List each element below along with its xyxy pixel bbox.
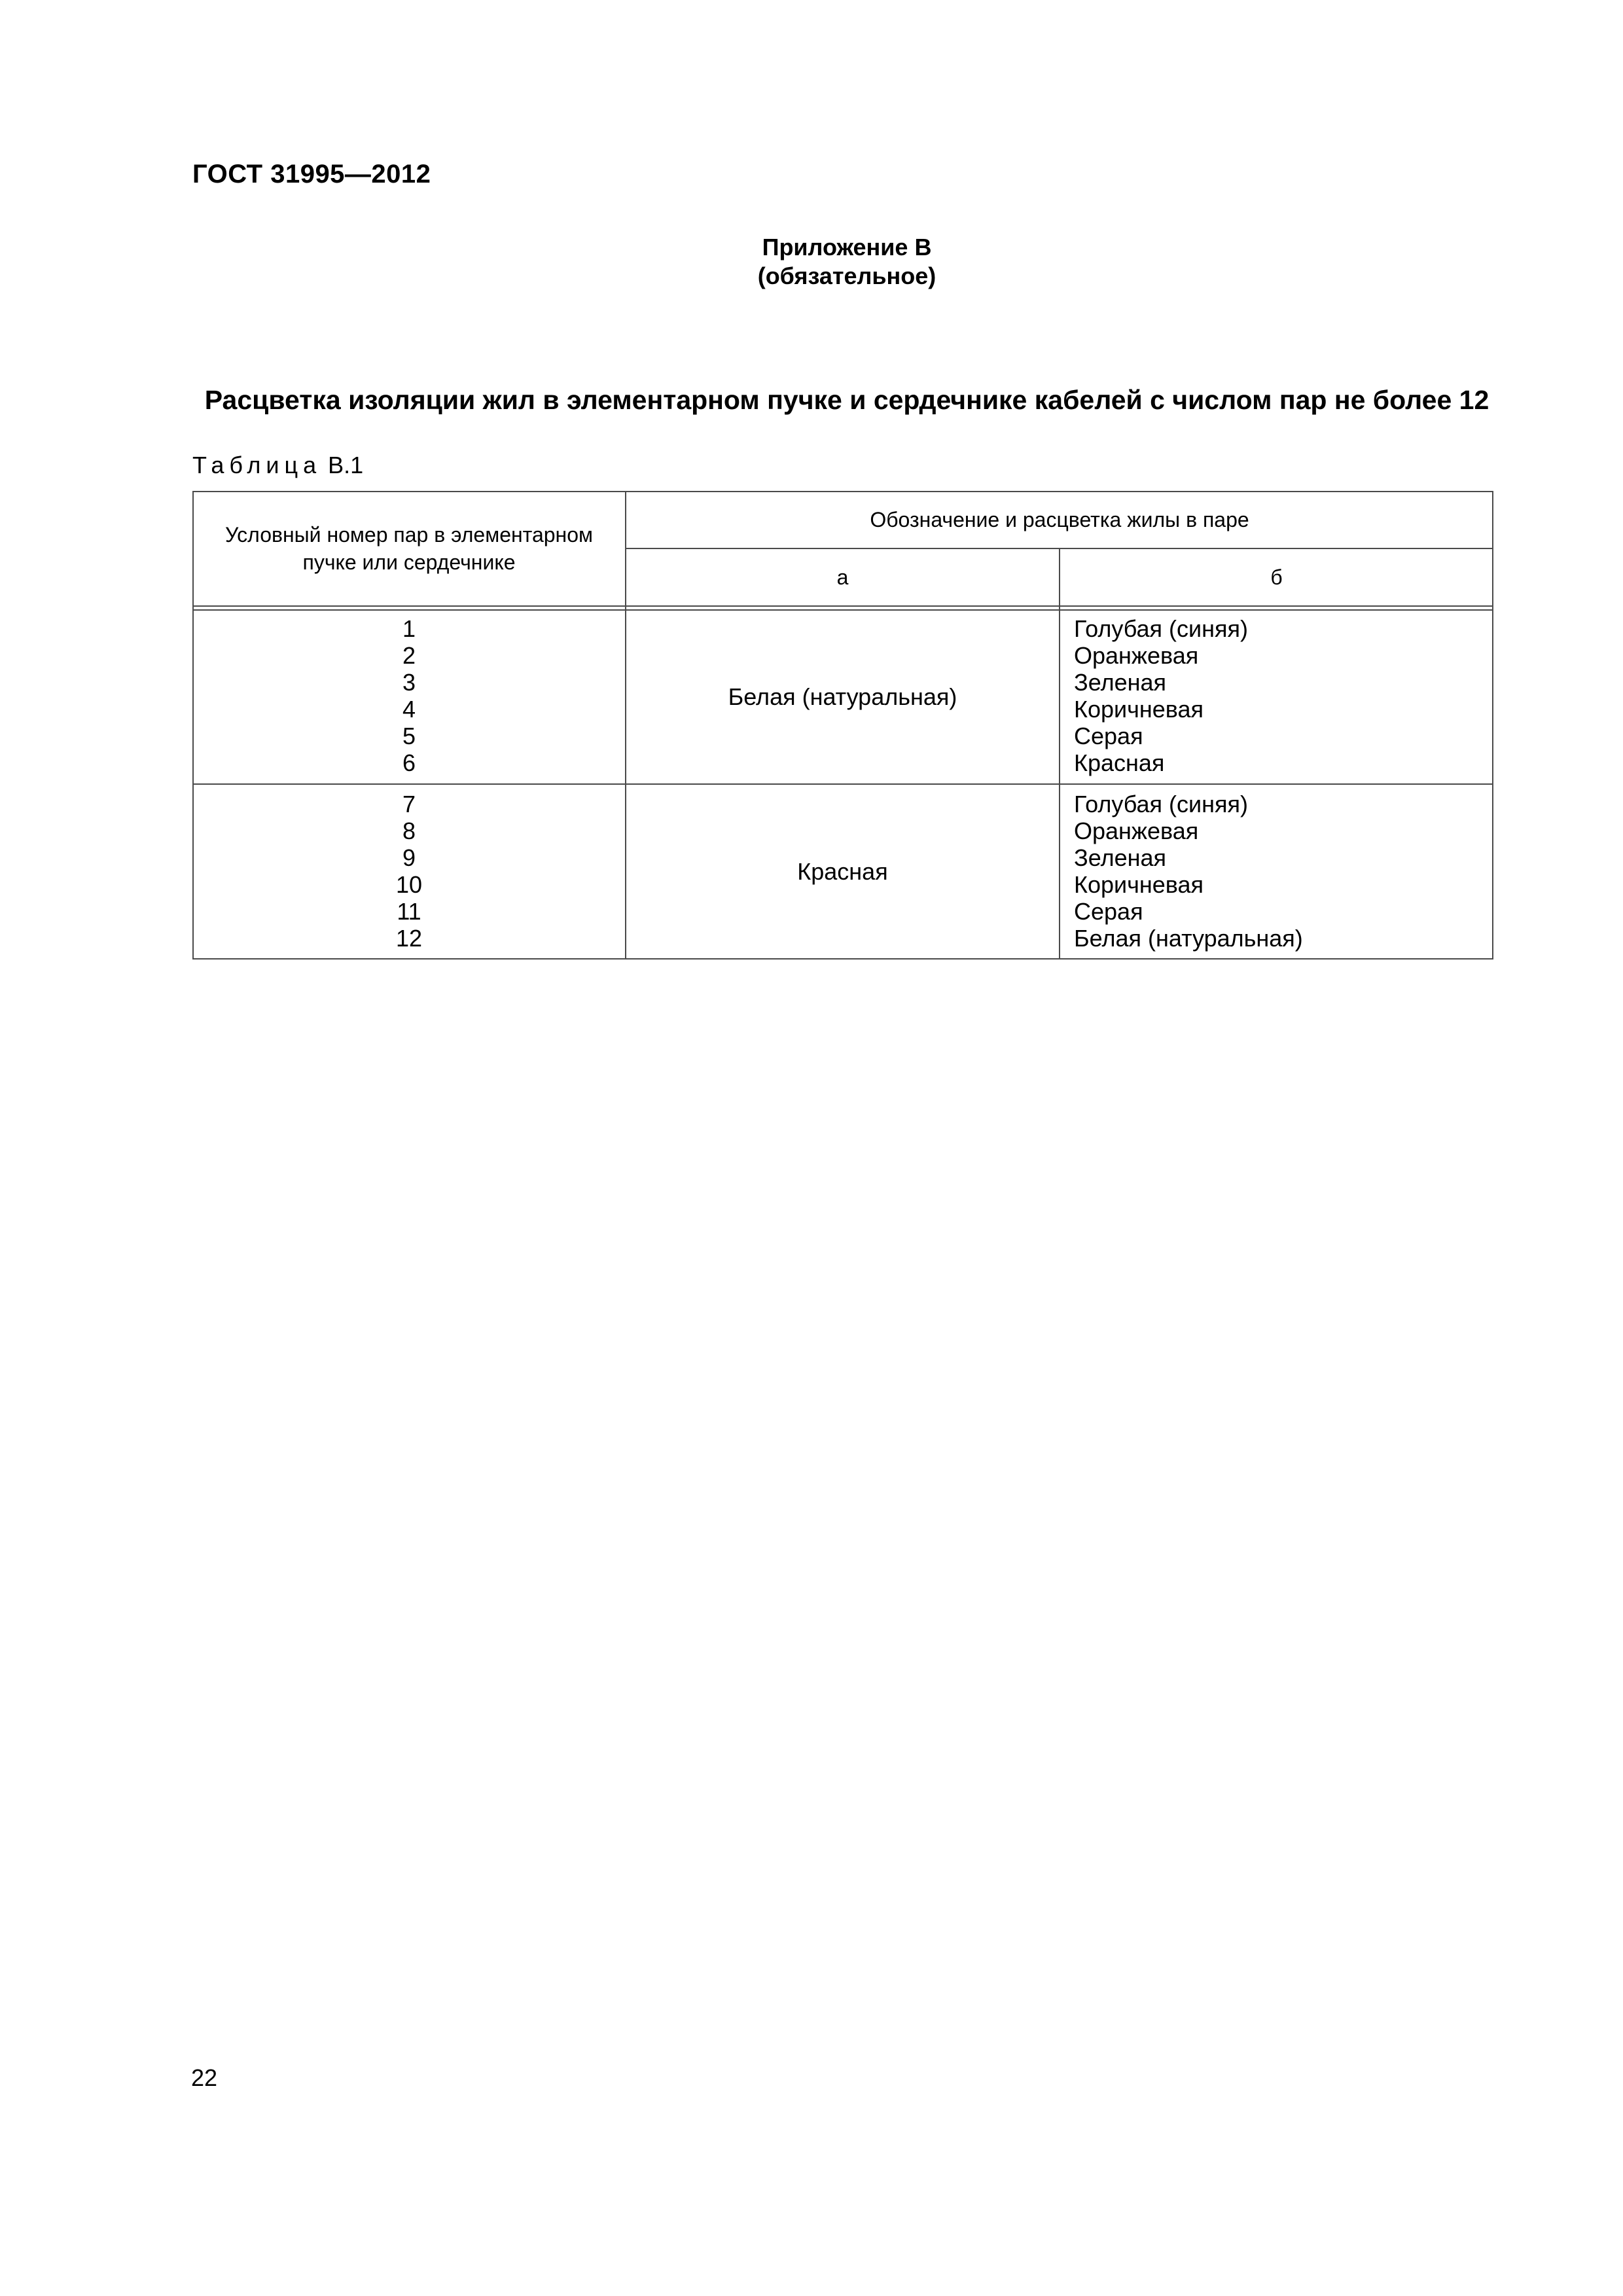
pair-number: 4 xyxy=(402,696,416,723)
appendix-status: (обязательное) xyxy=(757,262,936,289)
pair-number: 10 xyxy=(395,871,423,898)
pair-number: 9 xyxy=(402,844,416,871)
document-code: ГОСТ 31995—2012 xyxy=(192,160,431,188)
color-b-value: Оранжевая xyxy=(1074,642,1199,669)
color-b-value: Оранжевая xyxy=(1074,817,1199,844)
table-caption-number: В.1 xyxy=(328,452,364,478)
page-number: 22 xyxy=(191,2064,218,2091)
header-col-a: а xyxy=(836,565,849,589)
header-col-b: б xyxy=(1270,565,1283,589)
color-code-table xyxy=(192,491,1493,960)
group-2-colors-b xyxy=(1074,791,1486,952)
group-1-colors-b xyxy=(1074,615,1486,776)
pair-number: 5 xyxy=(402,723,416,749)
group-2-color-a xyxy=(626,784,1060,960)
color-b-value: Коричневая xyxy=(1074,696,1204,723)
group-1-pair-numbers xyxy=(192,615,626,776)
table-caption xyxy=(192,452,363,479)
appendix-heading xyxy=(651,233,1043,291)
appendix-title: Приложение В xyxy=(762,234,932,260)
group-2-pair-numbers xyxy=(192,791,626,952)
color-a-value: Красная xyxy=(797,858,888,885)
color-b-value: Зеленая xyxy=(1074,844,1166,871)
color-b-value: Белая (натуральная) xyxy=(1074,925,1303,952)
color-b-value: Голубая (синяя) xyxy=(1074,791,1248,817)
header-pair-number: Условный номер пар в элементарном пучке или сердечнике xyxy=(224,523,594,574)
color-b-value: Серая xyxy=(1074,723,1143,749)
color-b-value: Зеленая xyxy=(1074,669,1166,696)
pair-number: 12 xyxy=(395,925,423,952)
color-b-value: Голубая (синяя) xyxy=(1074,615,1248,642)
color-b-value: Серая xyxy=(1074,898,1143,925)
pair-number: 3 xyxy=(402,669,416,696)
pair-number: 8 xyxy=(402,817,416,844)
color-b-value: Красная xyxy=(1074,749,1165,776)
color-b-value: Коричневая xyxy=(1074,871,1204,898)
pair-number: 2 xyxy=(402,642,416,669)
color-a-value: Белая (натуральная) xyxy=(728,683,957,710)
pair-number: 1 xyxy=(402,615,416,642)
pair-number: 6 xyxy=(402,749,416,776)
table-caption-word: Таблица xyxy=(192,452,322,478)
pair-number: 7 xyxy=(402,791,416,817)
header-designation: Обозначение и расцветка жилы в паре xyxy=(870,507,1249,531)
pair-number: 11 xyxy=(397,898,421,925)
group-1-color-a xyxy=(626,610,1060,784)
section-title: Расцветка изоляции жил в элементарном пучке и сердечнике кабелей с числом пар не более 12 xyxy=(204,385,1489,415)
